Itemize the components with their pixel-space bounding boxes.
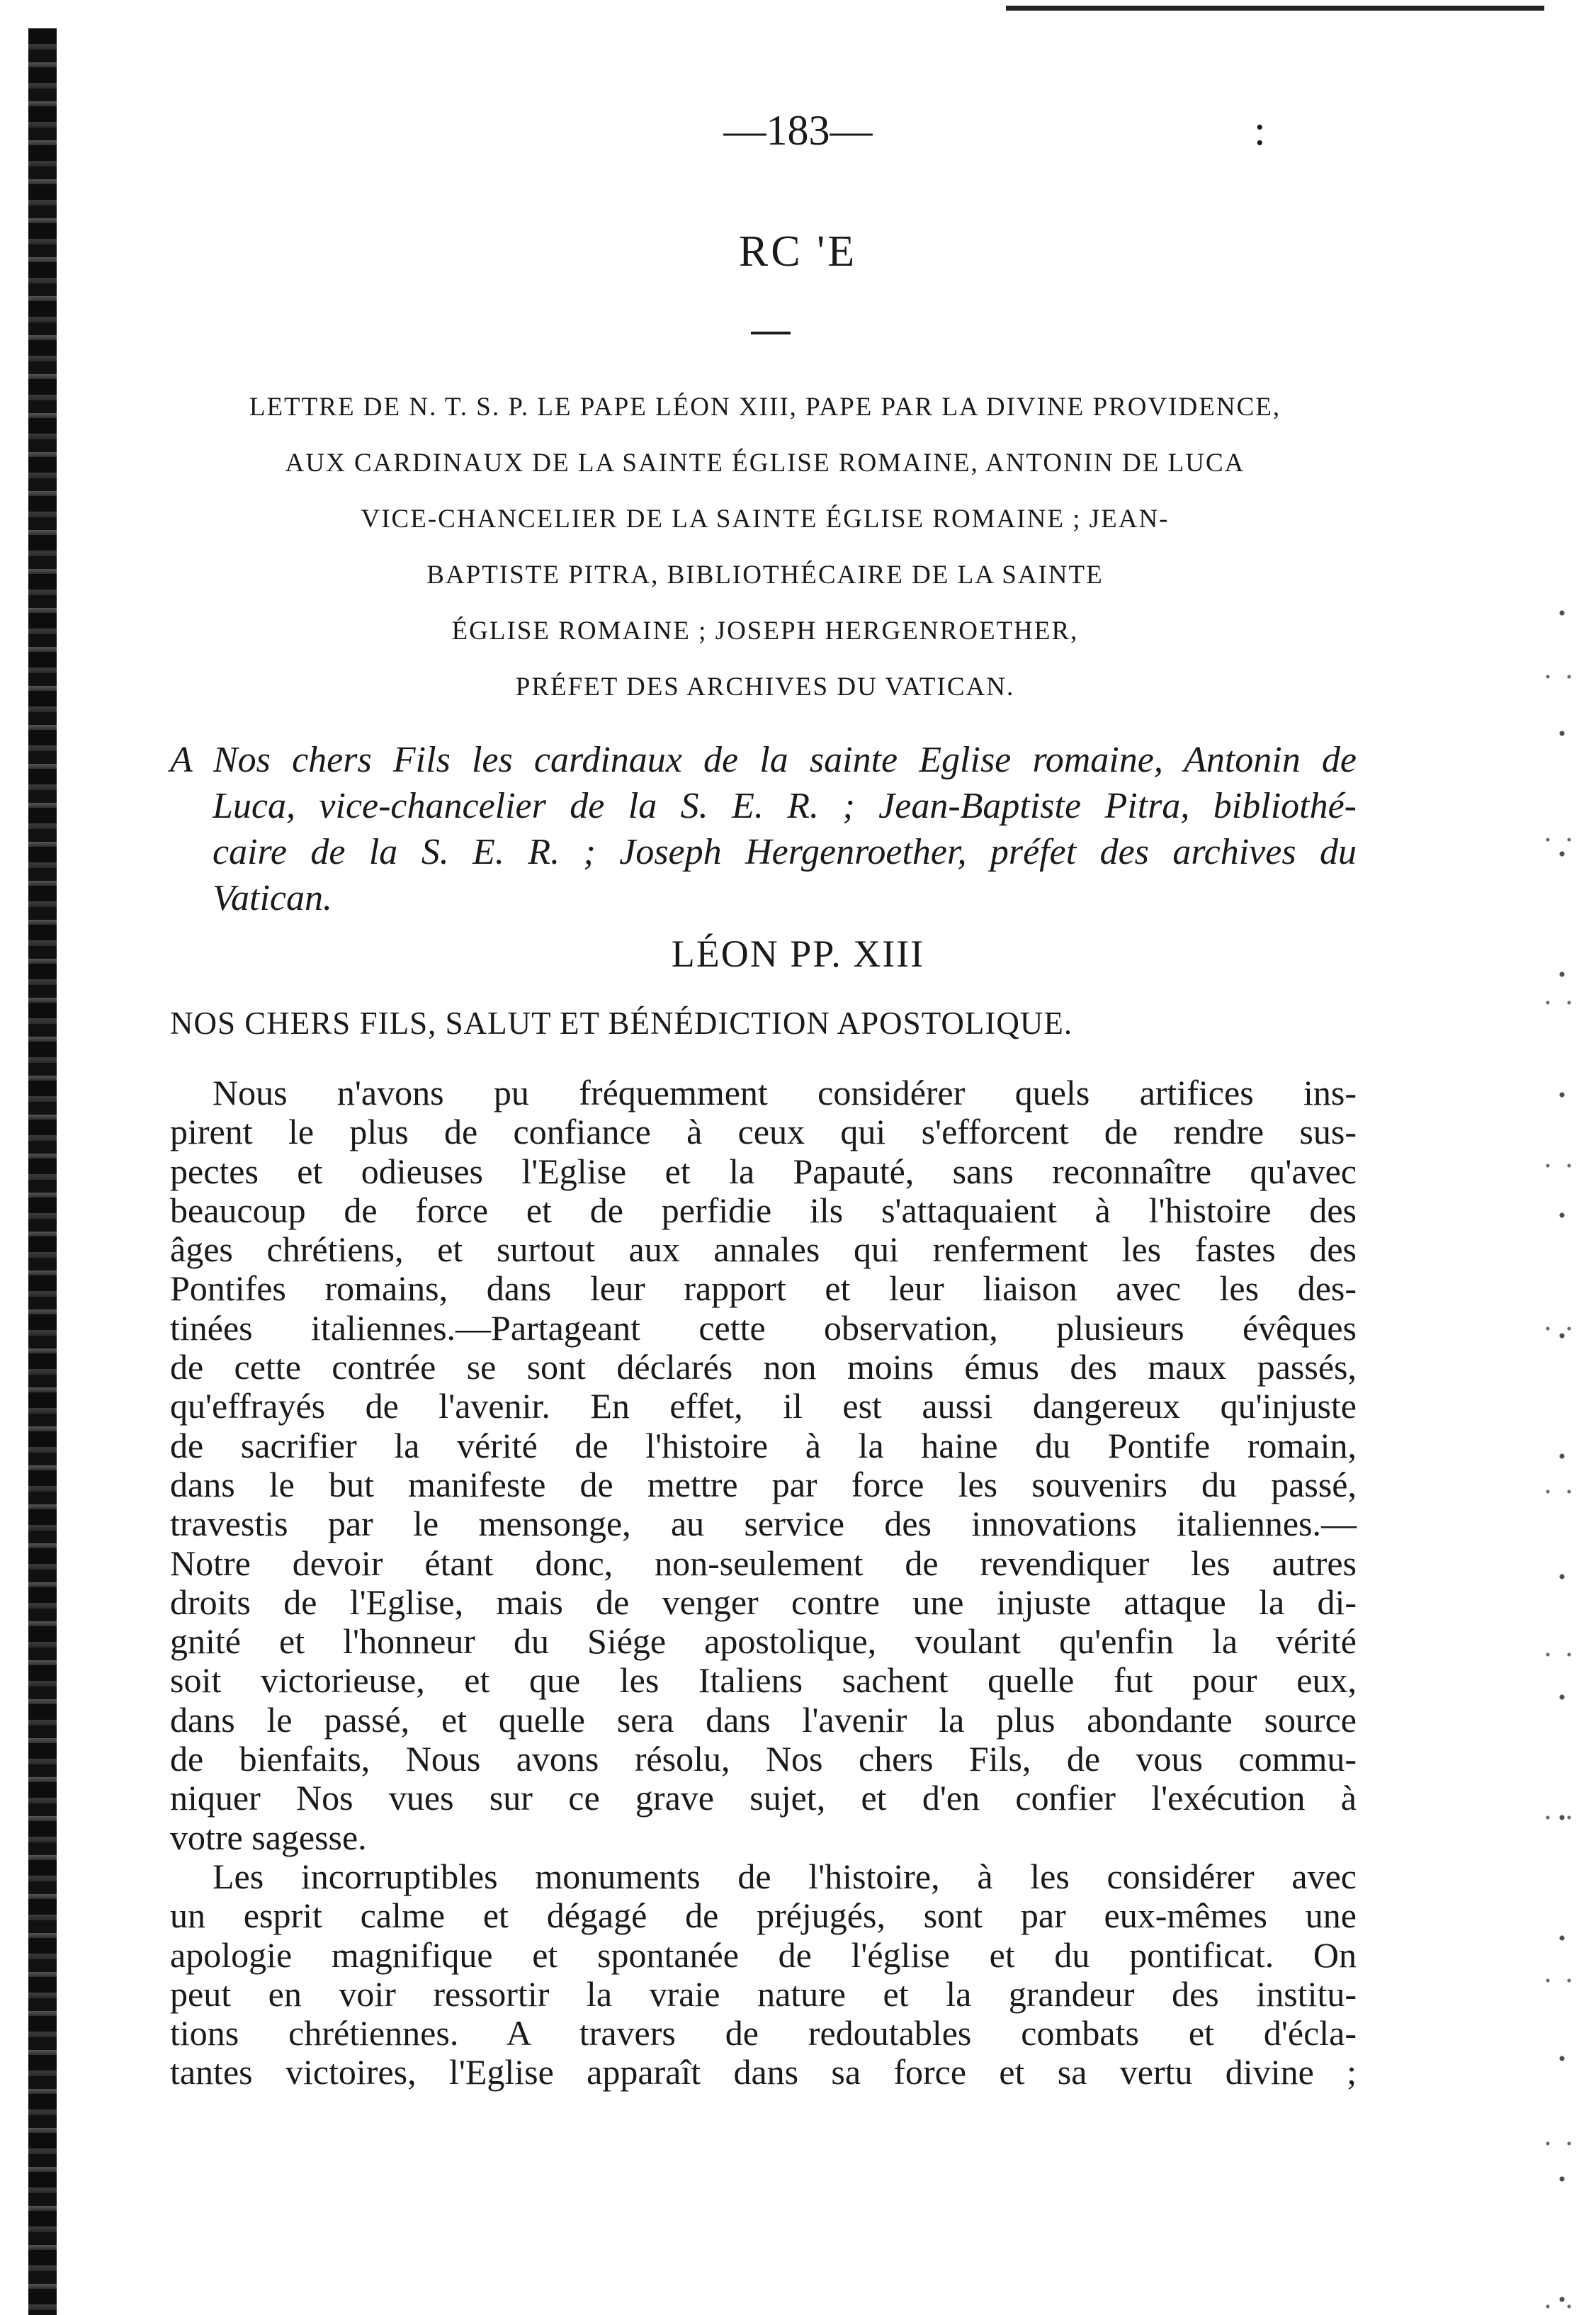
body-line: pectes et odieuses l'Eglise et la Papauté, sans reconnaître qu'avec [170, 1151, 1357, 1191]
body-line: pirent le plus de confiance à ceux qui s'efforcent de rendre sus- [170, 1112, 1357, 1152]
section-title: RC 'E [738, 227, 858, 276]
address-line: Vatican. [213, 878, 332, 918]
body-line: un esprit calme et dégagé de préjugés, sont par eux-mêmes une [170, 1896, 1357, 1936]
body-line: droits de l'Eglise, mais de venger contre une injuste attaque la di- [170, 1582, 1357, 1622]
body-line: de bienfaits, Nous avons résolu, Nos chers Fils, de vous commu- [170, 1739, 1357, 1779]
address-line: Luca, vice-chancelier de la S. E. R. ; Jean-Baptiste Pitra, bibliothé- [213, 786, 1357, 826]
body-line: gnité et l'honneur du Siége apostolique, voulant qu'enfin la vérité [170, 1621, 1357, 1662]
body-line: Nous n'avons pu fréquemment considérer quels artifices ins- [213, 1073, 1357, 1113]
heading-line: ÉGLISE ROMAINE ; JOSEPH HERGENROETHER, [451, 616, 1079, 646]
heading-line: LETTRE DE N. T. S. P. LE PAPE LÉON XIII, PAPE PAR LA DIVINE PROVIDENCE, [249, 393, 1281, 422]
body-line: qu'effrayés de l'avenir. En effet, il est aussi dangereux qu'injuste [170, 1386, 1357, 1426]
body-line: tions chrétiennes. A travers de redoutables combats et d'écla- [170, 2013, 1357, 2054]
title-separator [751, 332, 791, 334]
body-line: âges chrétiens, et surtout aux annales qui renferment les fastes des [170, 1229, 1357, 1270]
heading-line: PRÉFET DES ARCHIVES DU VATICAN. [515, 672, 1015, 702]
address-line: caire de la S. E. R. ; Joseph Hergenroether, préfet des archives du [213, 832, 1357, 872]
letter-sender: LÉON PP. XIII [671, 933, 925, 975]
page-number: —183— [723, 107, 873, 154]
body-line: travestis par le mensonge, au service des innovations italiennes.— [170, 1504, 1357, 1544]
address-line: A Nos chers Fils les cardinaux de la sainte Eglise romaine, Antonin de [170, 740, 1357, 780]
body-line: votre sagesse. [170, 1817, 367, 1857]
letter-body [170, 1074, 1357, 2092]
letter-salutation: NOS CHERS FILS, SALUT ET BÉNÉDICTION APOSTOLIQUE. [170, 1006, 1073, 1041]
body-line: dans le but manifeste de mettre par force les souvenirs du passé, [170, 1464, 1357, 1504]
body-line: tinées italiennes.—Partageant cette observation, plusieurs évêques [170, 1307, 1357, 1348]
heading-line: AUX CARDINAUX DE LA SAINTE ÉGLISE ROMAINE, ANTONIN DE LUCA [285, 449, 1245, 478]
body-line: Notre devoir étant donc, non-seulement de revendiquer les autres [170, 1543, 1357, 1583]
top-edge-rule [1006, 6, 1544, 11]
heading-line: BAPTISTE PITRA, BIBLIOTHÉCAIRE DE LA SAINTE [426, 561, 1104, 590]
body-line: Pontifes romains, dans leur rapport et leur liaison avec les des- [170, 1268, 1357, 1309]
scan-left-edge-shadow [28, 28, 57, 2315]
body-line: peut en voir ressortir la vraie nature et la grandeur des institu- [170, 1973, 1357, 2014]
letter-address [170, 737, 1357, 921]
body-line: beaucoup de force et de perfidie ils s'attaquaient à l'histoire des [170, 1190, 1357, 1230]
body-line: apologie magnifique et spontanée de l'église et du pontificat. On [170, 1934, 1357, 1975]
body-line: soit victorieuse, et que les Italiens sachent quelle fut pour eux, [170, 1660, 1357, 1701]
body-line: tantes victoires, l'Eglise apparaît dans sa force et sa vertu divine ; [170, 2052, 1357, 2092]
margin-mark: : [1254, 107, 1266, 154]
scan-right-edge-specks [1544, 553, 1580, 2310]
body-line: dans le passé, et quelle sera dans l'avenir la plus abondante source [170, 1699, 1357, 1740]
body-line: niquer Nos vues sur ce grave sujet, et d'en confier l'exécution à [170, 1778, 1357, 1818]
letter-heading [163, 379, 1367, 715]
body-line: de sacrifier la vérité de l'histoire à la haine du Pontife romain, [170, 1425, 1357, 1465]
body-line: de cette contrée se sont déclarés non moins émus des maux passés, [170, 1347, 1357, 1387]
body-line: Les incorruptibles monuments de l'histoire, à les considérer avec [213, 1856, 1357, 1896]
heading-line: VICE-CHANCELIER DE LA SAINTE ÉGLISE ROMAINE ; JEAN- [361, 505, 1170, 534]
